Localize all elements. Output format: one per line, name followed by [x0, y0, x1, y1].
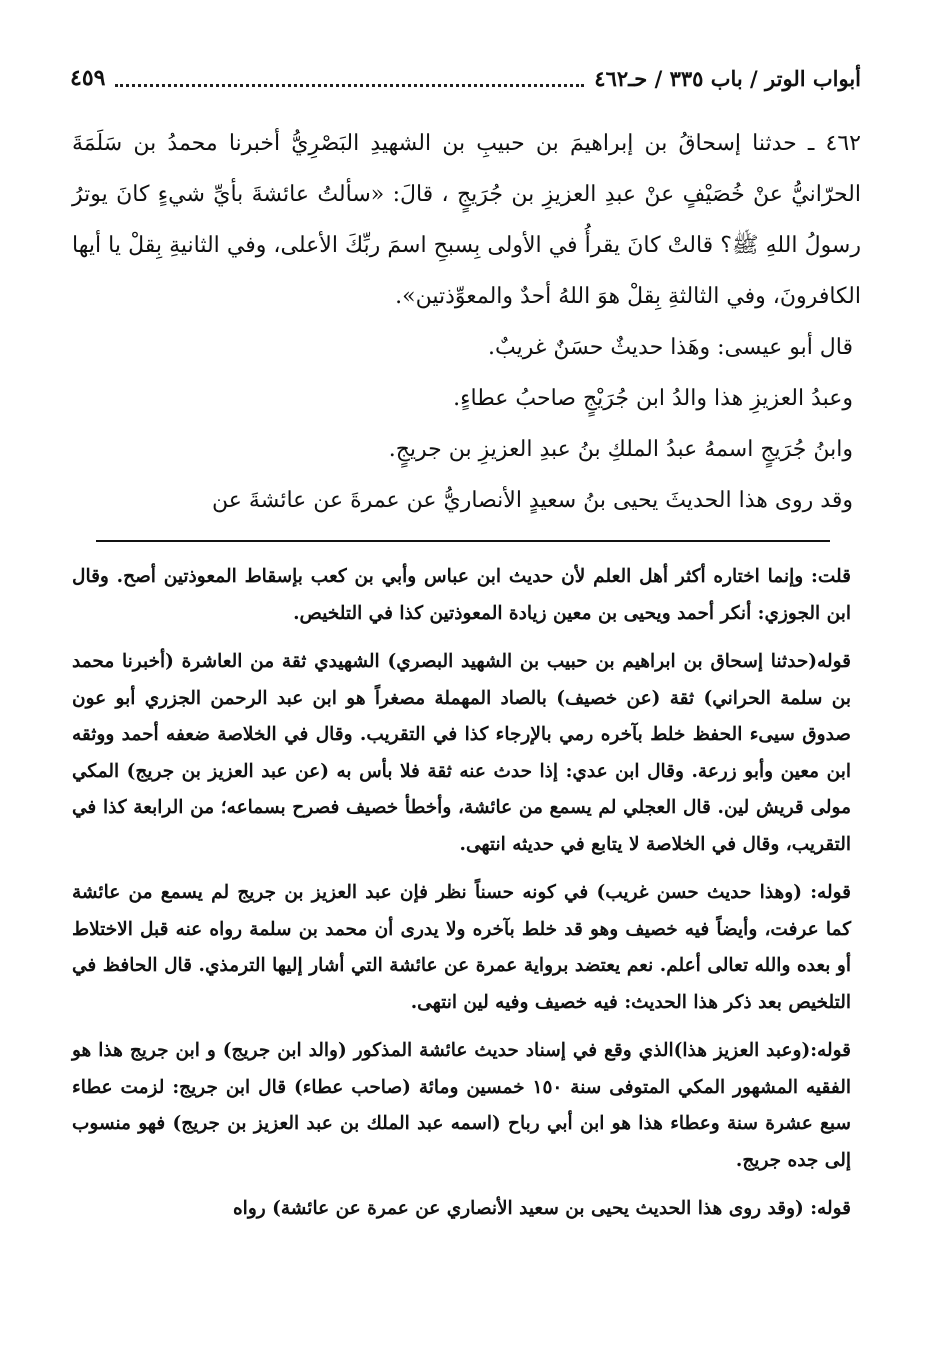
main-line-abd-al-aziz: وعبدُ العزيزِ هذا والدُ ابن جُرَيْجٍ صاحبُ عطاءٍ.	[453, 386, 853, 411]
commentary-paragraph-5: قوله: (وقد روى هذا الحديث يحيى بن سعيد الأنصاري عن عمرة عن عائشة) رواه	[232, 1198, 851, 1219]
commentary-section	[72, 559, 851, 1240]
main-line-ibn-jurayj: وابنُ جُرَيجٍ اسمهُ عبدُ الملكِ بنُ عبدِ العزيزِ بن جريجٍ.	[388, 437, 853, 462]
hadith-paragraph: ٤٦٢ ـ حدثنا إسحاقُ بن إبراهيمَ بن حبيبِ بن الشهيدِ البَصْرِيُّ أخبرنا محمدُ بن سَلَمَةَ الحرّانيُّ عنْ خُصَيْفٍ عنْ عبدِ العزيزِ بن جُرَيجٍ ، قالَ: «سألتُ عائشةَ بأيِّ شيءٍ كانَ يوترُ رسولُ اللهِ ﷺ؟ قالتْ كانَ يقرأُ في الأولى بِسبحِ اسمَ ربِّكَ الأعلى، وفي الثانيةِ بِقلْ يا أيها الكافرونَ، وفي الثالثةِ بِقلْ هوَ اللهُ أحدٌ والمعوِّذتين».	[72, 131, 861, 309]
header-dot-leader	[115, 84, 584, 87]
header-title: أبواب الوتر / باب ٣٣٥ / حـ٤٦٢	[594, 65, 861, 91]
running-header	[70, 58, 861, 98]
main-hadith-text	[72, 118, 861, 526]
main-line-abu-isa: قال أبو عيسى: وهَذا حديثٌ حسَنٌ غريبٌ.	[488, 335, 853, 360]
commentary-paragraph-4: قوله:(وعبد العزيز هذا)الذي وقع في إسناد حديث عائشة المذكور (والد ابن جريج) و ابن جريج هذا هو الفقيه المشهور المكي المتوفى سنة ١٥٠ خمسين ومائة (صاحب عطاء) قال ابن جريج: لزمت عطاء سبع عشرة سنة وعطاء هذا هو ابن أبي رباح (اسمه عبد الملك بن عبد العزيز بن جريج) فهو منسوب إلى جده جريج.	[72, 1040, 851, 1171]
commentary-paragraph-3: قوله: (وهذا حديث حسن غريب) في كونه حسناً نظر فإن عبد العزيز بن جريج لم يسمع من عائشة كما عرفت، وأيضاً فيه خصيف وهو قد خلط بآخره ولا يدرى أن محمد بن سلمة رواه عنه قبل الاختلاط أو بعده والله تعالى أعلم. نعم يعتضد برواية عمرة عن عائشة التي أشار إليها الترمذي. قال الحافظ في التلخيص بعد ذكر هذا الحديث: فيه خصيف وفيه لين انتهى.	[72, 882, 851, 1013]
commentary-paragraph-2: قوله(حدثنا إسحاق بن ابراهيم بن حبيب بن الشهيد البصري) الشهيدي ثقة من العاشرة (أخبرنا محمد بن سلمة الحراني) ثقة (عن خصيف) بالصاد المهملة مصغراً هو ابن عبد الرحمن الجزري أبو عون صدوق سيىء الحفظ خلط بآخره رمي بالإرجاء كذا في التقريب. وقال في الخلاصة ضعفه أحمد ووثقه ابن معين وأبو زرعة. وقال ابن عدي: إذا حدث عنه ثقة فلا بأس به (عن عبد العزيز بن جريج) المكي مولى قريش لين. قال العجلي لم يسمع من عائشة، وأخطأ خصيف فصرح بسماعه؛ من الرابعة كذا في التقريب، وقال في الخلاصة لا يتابع في حديثه انتهى.	[72, 651, 851, 855]
page-number: ٤٥٩	[70, 65, 106, 91]
section-divider	[96, 540, 830, 542]
main-line-yahya: وقد روى هذا الحديثَ يحيى بنُ سعيدٍ الأنصاريُّ عن عمرةَ عن عائشةَ عن	[212, 488, 853, 513]
commentary-paragraph-1: قلت: وإنما اختاره أكثر أهل العلم لأن حديث ابن عباس وأبي بن كعب بإسقاط المعوذتين أصح. وقال ابن الجوزي: أنكر أحمد ويحيى بن معين زيادة المعوذتين كذا في التلخيص.	[72, 566, 851, 624]
